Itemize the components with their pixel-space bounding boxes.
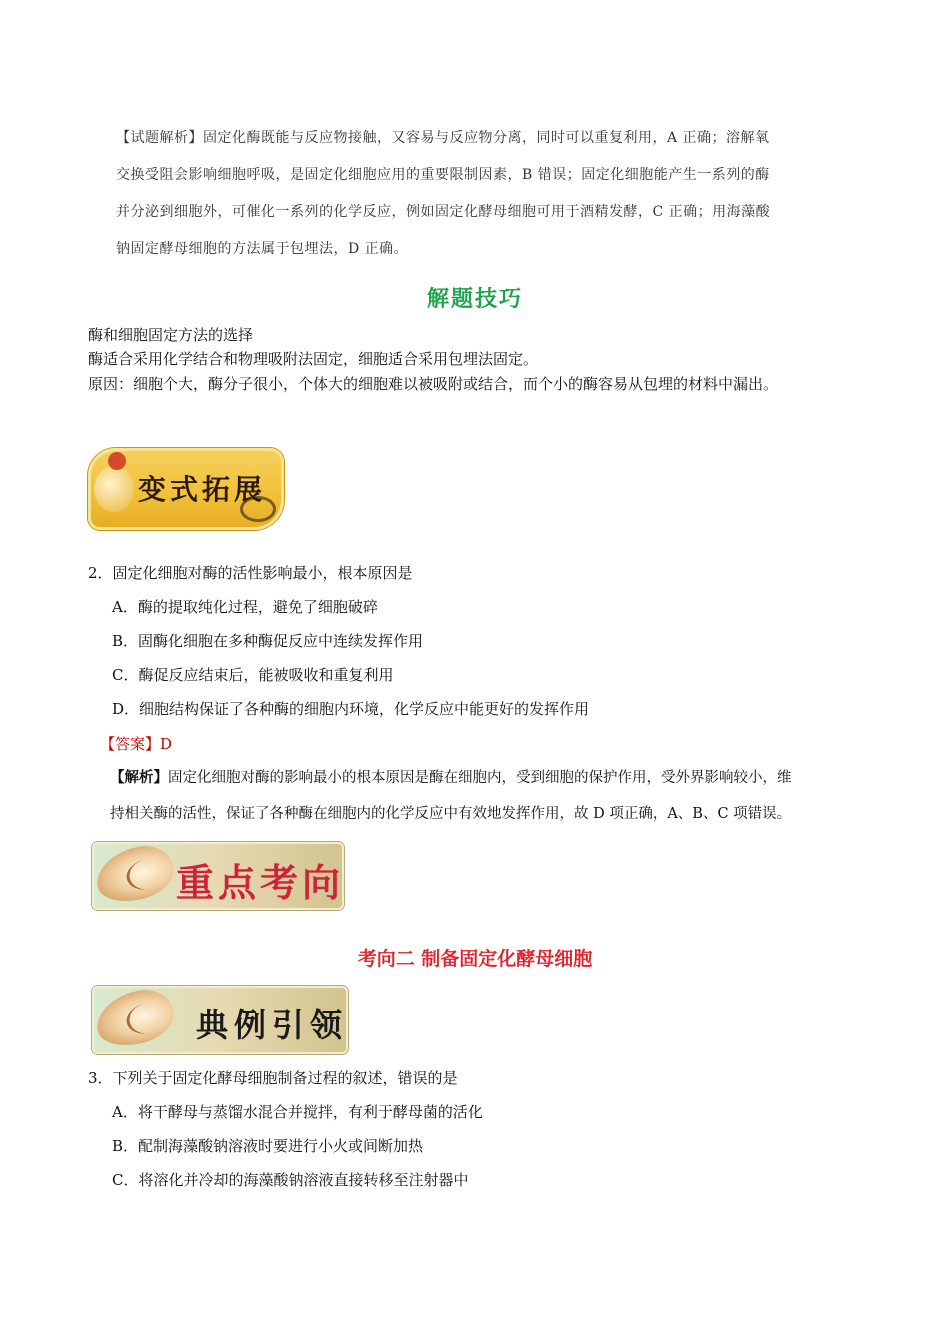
- q2-option-d: D．细胞结构保证了各种酶的细胞内环境，化学反应中能更好的发挥作用: [112, 700, 590, 718]
- q3-option-a: A．将干酵母与蒸馏水混合并搅拌，有利于酵母菌的活化: [112, 1103, 483, 1121]
- bubble-icon: [94, 466, 134, 512]
- q3-stem: 3．下列关于固定化酵母细胞制备过程的叙述，错误的是: [88, 1069, 458, 1087]
- analysis-line: 【试题解析】固定化酶既能与反应物接触，又容易与反应物分离，同时可以重复利用，A 正确；溶解氧: [116, 130, 770, 146]
- top-analysis: [116, 120, 872, 268]
- flower-icon: [108, 452, 126, 470]
- analysis-line: 钠固定酵母细胞的方法属于包埋法，D 正确。: [116, 241, 409, 257]
- focus-banner: [92, 842, 344, 910]
- example-banner: [92, 986, 348, 1054]
- q2-answer: 【答案】D: [100, 735, 173, 753]
- analysis-line: 交换受阻会影响细胞呼吸，是固定化细胞应用的重要限制因素，B 错误；固定化细胞能产生一系列的酶: [116, 167, 770, 183]
- shell-icon: [91, 984, 178, 1051]
- explanation-text: 固定化细胞对酶的影响最小的根本原因是酶在细胞内，受到细胞的保护作用，受外界影响较小，维: [168, 770, 792, 786]
- tip-line: 酶适合采用化学结合和物理吸附法固定，细胞适合采用包埋法固定。: [88, 350, 539, 368]
- explanation-text: 持相关酶的活性，保证了各种酶在细胞内的化学反应中有效地发挥作用，故 D 项正确，A、B、C 项错误。: [110, 806, 792, 822]
- q2-stem: 2．固定化细胞对酶的活性影响最小，根本原因是: [88, 564, 413, 582]
- direction-title: 考向二 制备固定化酵母细胞: [357, 948, 593, 970]
- shell-icon: [91, 840, 178, 907]
- focus-banner-label: 重点考向: [176, 861, 345, 905]
- q2-explanation: [110, 760, 870, 832]
- tips-title: 解题技巧: [426, 287, 523, 312]
- q2-option-c: C．酶促反应结束后，能被吸收和重复利用: [112, 666, 394, 684]
- tip-line: 酶和细胞固定方法的选择: [88, 326, 254, 344]
- q2-option-b: B．固酶化细胞在多种酶促反应中连续发挥作用: [112, 632, 424, 650]
- q3-option-b: B．配制海藻酸钠溶液时要进行小火或间断加热: [112, 1137, 424, 1155]
- q2-option-a: A．酶的提取纯化过程，避免了细胞破碎: [112, 598, 378, 616]
- tip-line: 原因：细胞个大，酶分子很小，个体大的细胞难以被吸附或结合，而个小的酶容易从包埋的材料中漏出。: [88, 375, 779, 393]
- variation-banner-label: 变式拓展: [138, 473, 267, 506]
- variation-banner: [88, 448, 284, 530]
- explanation-label: 【解析】: [110, 769, 168, 786]
- analysis-line: 并分泌到细胞外，可催化一系列的化学反应，例如固定化酵母细胞可用于酒精发酵，C 正确；用海藻酸: [116, 204, 771, 220]
- q3-option-c: C．将溶化并冷却的海藻酸钠溶液直接转移至注射器中: [112, 1171, 469, 1189]
- example-banner-label: 典例引领: [196, 1006, 349, 1044]
